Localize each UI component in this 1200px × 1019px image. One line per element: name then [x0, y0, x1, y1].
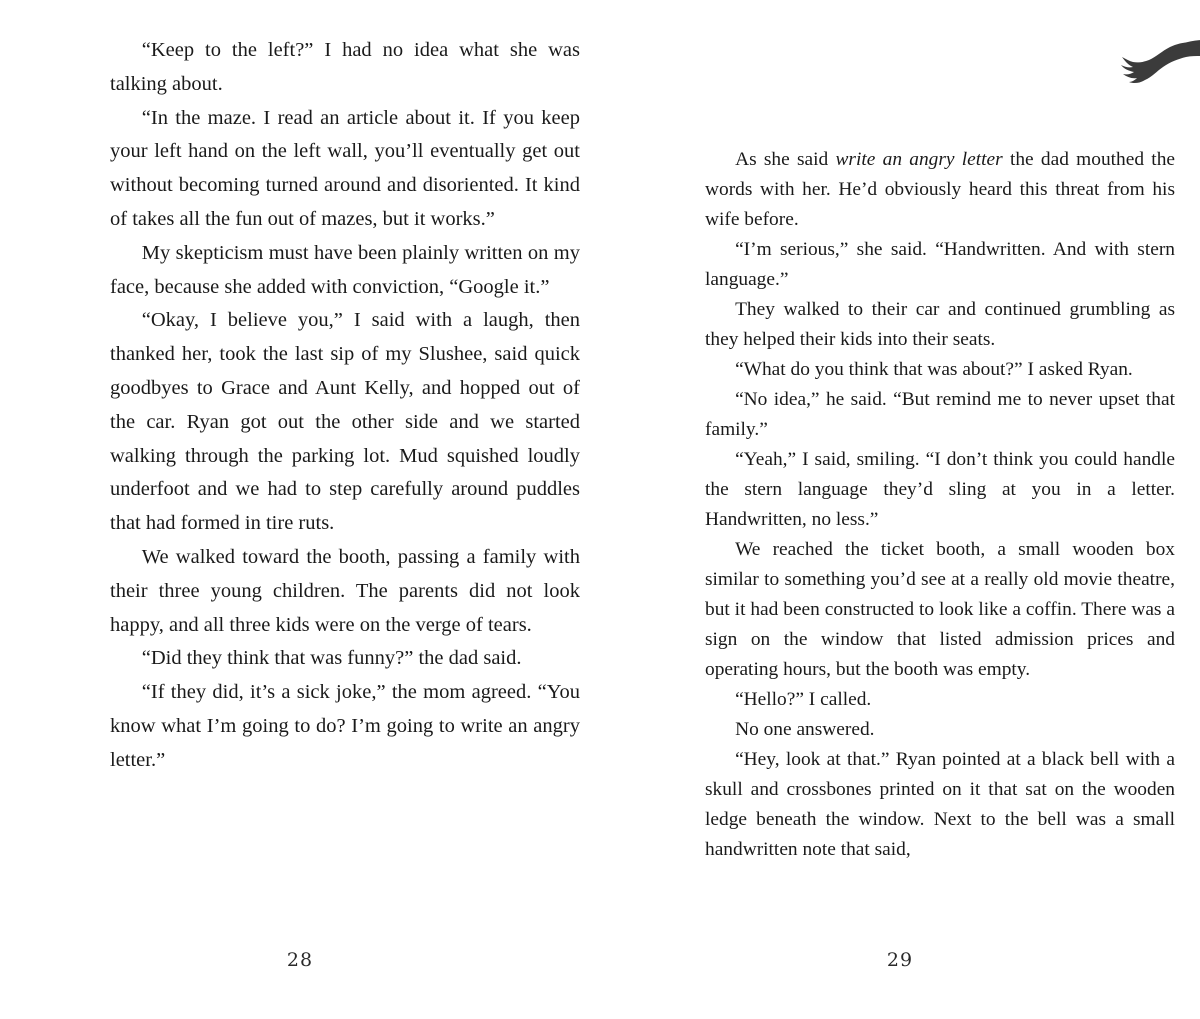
paragraph: “What do you think that was about?” I asked Ryan.	[735, 359, 1133, 380]
paragraph: “Hey, look at that.” Ryan pointed at a black bell with a skull and crossbones printed on it that sat on the wooden ledge beneath the window. Next to the bell was a small handwritten note that said,	[705, 749, 1175, 860]
claw-silhouette-icon	[1084, 40, 1200, 92]
paragraph	[705, 145, 1175, 235]
emphasis-text: write an angry letter	[835, 149, 1003, 170]
paragraph: My skepticism must have been plainly written on my face, because she added with conviction, “Google it.”	[110, 241, 580, 298]
paragraph: “Keep to the left?” I had no idea what she was talking about.	[110, 39, 580, 95]
paragraph: “No idea,” he said. “But remind me to never upset that family.”	[705, 389, 1175, 440]
paragraph: “Okay, I believe you,” I said with a laugh, then thanked her, took the last sip of my Slushee, said quick goodbyes to Grace and Aunt Kelly, and hopped out of the car. Ryan got out the other side and we started walking through the parking lot. Mud squished loudly underfoot and we had to step carefully around puddles that had formed in tire ruts.	[110, 309, 580, 535]
paragraph: “Did they think that was funny?” the dad said.	[141, 647, 522, 670]
left-page-text-column	[110, 34, 580, 778]
page-number-right: 29	[886, 949, 914, 971]
page-right	[600, 0, 1200, 1019]
paragraph: We reached the ticket booth, a small wooden box similar to something you’d see at a really old movie theatre, but it had been constructed to look like a coffin. There was a sign on the window that listed admission prices and operating hours, but the booth was empty.	[705, 539, 1175, 680]
paragraph: “I’m serious,” she said. “Handwritten. And with stern language.”	[705, 239, 1175, 290]
paragraph-text: As she said	[735, 149, 836, 170]
paragraph: “Hello?” I called.	[735, 689, 872, 710]
paragraph: No one answered.	[735, 719, 875, 740]
paragraph: “Yeah,” I said, smiling. “I don’t think you could handle the stern language they’d sling at you in a letter. Handwritten, no less.”	[705, 449, 1175, 530]
paragraph: We walked toward the booth, passing a family with their three young children. The parents did not look happy, and all three kids were on the verge of tears.	[110, 545, 580, 636]
paragraph: They walked to their car and continued grumbling as they helped their kids into their seats.	[705, 299, 1175, 350]
paragraph: “In the maze. I read an article about it. If you keep your left hand on the left wall, you’ll eventually get out without becoming turned around and disoriented. It kind of takes all the fun out of mazes, but it works.”	[110, 106, 580, 230]
right-page-text-column	[705, 145, 1175, 865]
paragraph: “If they did, it’s a sick joke,” the mom agreed. “You know what I’m going to do? I’m going to write an angry letter.”	[110, 681, 580, 771]
paragraph-text: the dad mouthed the words with her. He’d obviously heard this threat from his wife before.	[705, 149, 1175, 230]
page-number-left: 28	[286, 949, 314, 971]
